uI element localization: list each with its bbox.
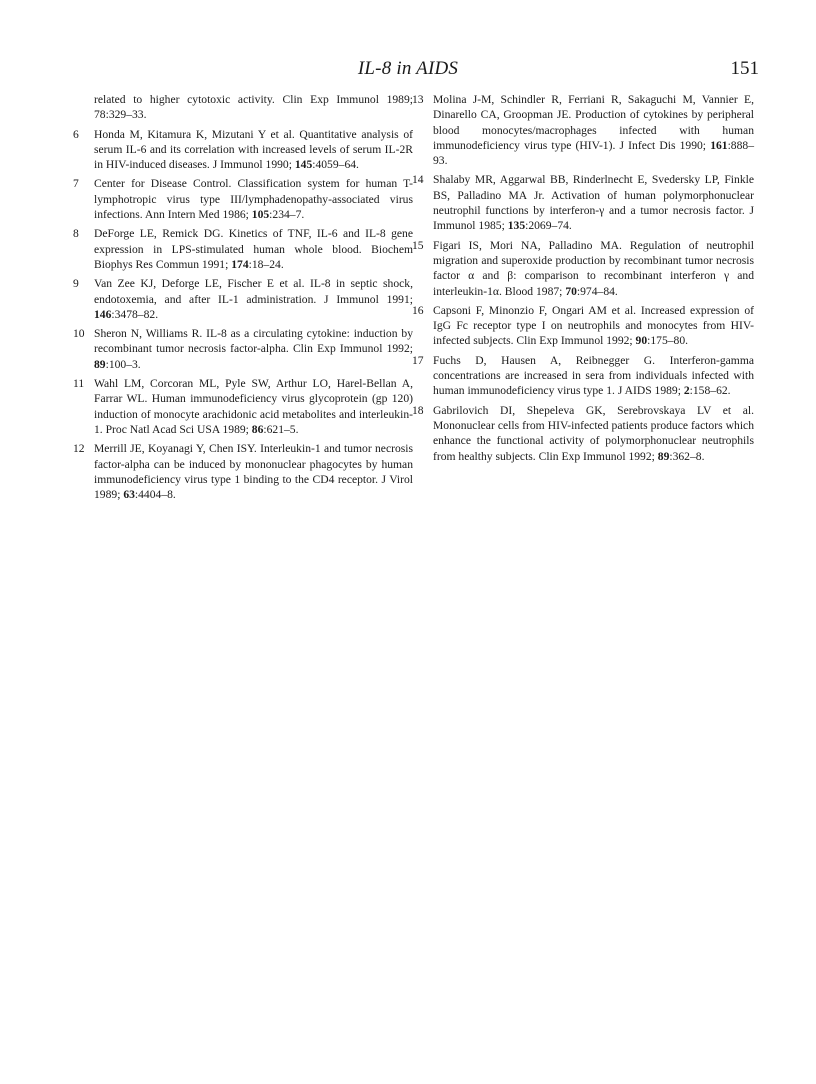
- reference-item: [73, 276, 413, 322]
- ref-pages: :4404–8.: [134, 488, 176, 502]
- ref-text: Shalaby MR, Aggarwal BB, Rinderlnecht E, Svedersky LP, Finkle BS, Palladino MA Jr. Activation of human polymorphonuclear neutrophil functions by interferon-γ and a tumor necrosis factor. J Immunol 1985;: [433, 173, 754, 233]
- ref-number: 6: [73, 127, 79, 141]
- reference-item: [73, 176, 413, 222]
- page-number: 151: [730, 58, 759, 79]
- ref-volume: 70: [565, 284, 577, 298]
- ref-pages: :888–93.: [433, 138, 754, 168]
- ref-text: Sheron N, Williams R. IL-8 as a circulating cytokine: induction by recombinant tumor necrosis factor-alpha. Clin Exp Immunol 1992;: [94, 327, 413, 356]
- ref-text: Molina J-M, Schindler R, Ferriani R, Sakaguchi M, Vannier E, Dinarello CA, Groopman JE. Production of cytokines by peripheral blood monocytes/macrophages infected with human immunodeficiency virus type (HIV-1). J Infect Dis 1990;: [433, 93, 754, 152]
- ref-volume: 145: [294, 158, 313, 172]
- ref-pages: :234–7.: [269, 208, 305, 222]
- ref-number: 18: [412, 403, 424, 417]
- page-header: [0, 56, 816, 86]
- ref-number: 17: [412, 353, 424, 367]
- ref-pages: :18–24.: [248, 257, 284, 271]
- ref-volume: 86: [251, 422, 264, 436]
- ref-pages: :4059–64.: [312, 158, 359, 172]
- ref-text: Honda M, Kitamura K, Mizutani Y et al. Quantitative analysis of serum IL-6 and its correlation with increased levels of serum IL-2R in HIV-induced diseases. J Immunol 1990;: [94, 127, 413, 172]
- ref-volume: 146: [94, 307, 112, 321]
- ref-pages: :621–5.: [263, 422, 299, 436]
- ref-text: Gabrilovich DI, Shepeleva GK, Serebrovskaya LV et al. Mononuclear cells from HIV-infected patients produce factors which enhance the functional activity of polymorphonuclear neutrophils from healthy subjects. Clin Exp Immunol 1992;: [433, 403, 754, 463]
- ref-pages: :158–62.: [689, 384, 731, 398]
- ref-volume: 78: [94, 108, 106, 122]
- ref-volume: 89: [657, 449, 670, 463]
- reference-continuation: [73, 92, 413, 123]
- ref-pages: :175–80.: [647, 334, 689, 348]
- ref-volume: 90: [635, 334, 648, 348]
- ref-text: DeForge LE, Remick DG. Kinetics of TNF, IL-6 and IL-8 gene expression in LPS-stimulated human whole blood. Biochem Biophys Res Commun 1991;: [94, 227, 413, 271]
- reference-item: [73, 226, 413, 272]
- ref-text: Center for Disease Control. Classification system for human T-lymphotropic virus type III/lymphadenopathy-associated virus infections. Ann Intern Med 1986;: [94, 177, 413, 222]
- reference-item: [73, 441, 413, 502]
- ref-number: 16: [412, 303, 424, 317]
- ref-pages: :3478–82.: [111, 307, 159, 321]
- ref-number: 7: [73, 177, 79, 191]
- ref-volume: 89: [94, 357, 106, 371]
- reference-item: [73, 326, 413, 372]
- ref-text: Figari IS, Mori NA, Palladino MA. Regulation of neutrophil migration and superoxide production by recombinant tumor necrosis factor α and β: comparison to recombinant interferon γ and interleukin-1α. Blood 1987;: [433, 238, 754, 298]
- ref-pages: :2069–74.: [525, 219, 572, 233]
- ref-number: 11: [73, 377, 85, 391]
- ref-volume: 63: [123, 488, 135, 502]
- reference-item: [412, 92, 754, 168]
- ref-text: Merrill JE, Koyanagi Y, Chen ISY. Interleukin-1 and tumor necrosis factor-alpha can be induced by mononuclear phagocytes by human immunodeficiency virus type 1 binding to the CD4 receptor. J Virol 1989;: [94, 442, 413, 502]
- ref-volume: 2: [683, 384, 690, 398]
- reference-item: [73, 127, 413, 173]
- left-column: [73, 92, 413, 506]
- reference-item: [412, 403, 754, 464]
- reference-item: [412, 353, 754, 399]
- reference-item: [73, 376, 413, 437]
- ref-number: 9: [73, 277, 79, 291]
- ref-volume: 174: [231, 257, 249, 271]
- reference-item: [412, 303, 754, 349]
- ref-pages: :329–33.: [105, 108, 147, 122]
- ref-number: 10: [73, 327, 85, 341]
- ref-text: Fuchs D, Hausen A, Reibnegger G. Interferon-gamma concentrations are increased in sera from individuals infected with human immunodeficiency virus type 1. J AIDS 1989;: [433, 353, 754, 398]
- ref-text: related to higher cytotoxic activity. Clin Exp Immunol 1989;: [94, 93, 413, 106]
- ref-text: Van Zee KJ, Deforge LE, Fischer E et al. IL-8 in septic shock, endotoxemia, and after IL-1 administration. J Immunol 1991;: [94, 277, 413, 306]
- ref-volume: 105: [251, 208, 270, 222]
- ref-text: Wahl LM, Corcoran ML, Pyle SW, Arthur LO, Harel-Bellan A, Farrar WL. Human immunodeficiency virus glycoprotein (gp 120) induction of monocyte arachidonic acid metabolites and interleukin-1. Proc Natl Acad Sci USA 1989;: [94, 377, 413, 436]
- ref-number: 13: [412, 93, 424, 106]
- right-column: [412, 92, 754, 468]
- ref-pages: :362–8.: [669, 449, 705, 463]
- ref-number: 15: [412, 238, 424, 252]
- ref-volume: 135: [507, 219, 526, 233]
- ref-pages: :974–84.: [576, 284, 618, 298]
- ref-number: 8: [73, 227, 79, 241]
- reference-item: [412, 172, 754, 233]
- ref-volume: 161: [710, 138, 728, 152]
- ref-pages: :100–3.: [105, 357, 141, 371]
- ref-number: 12: [73, 442, 85, 456]
- reference-item: [412, 238, 754, 299]
- ref-number: 14: [412, 173, 424, 187]
- ref-text: Capsoni F, Minonzio F, Ongari AM et al. Increased expression of IgG Fc receptor type I on neutrophils and monocytes from HIV-infected subjects. Clin Exp Immunol 1992;: [433, 303, 754, 348]
- running-title: IL-8 in AIDS: [357, 58, 459, 79]
